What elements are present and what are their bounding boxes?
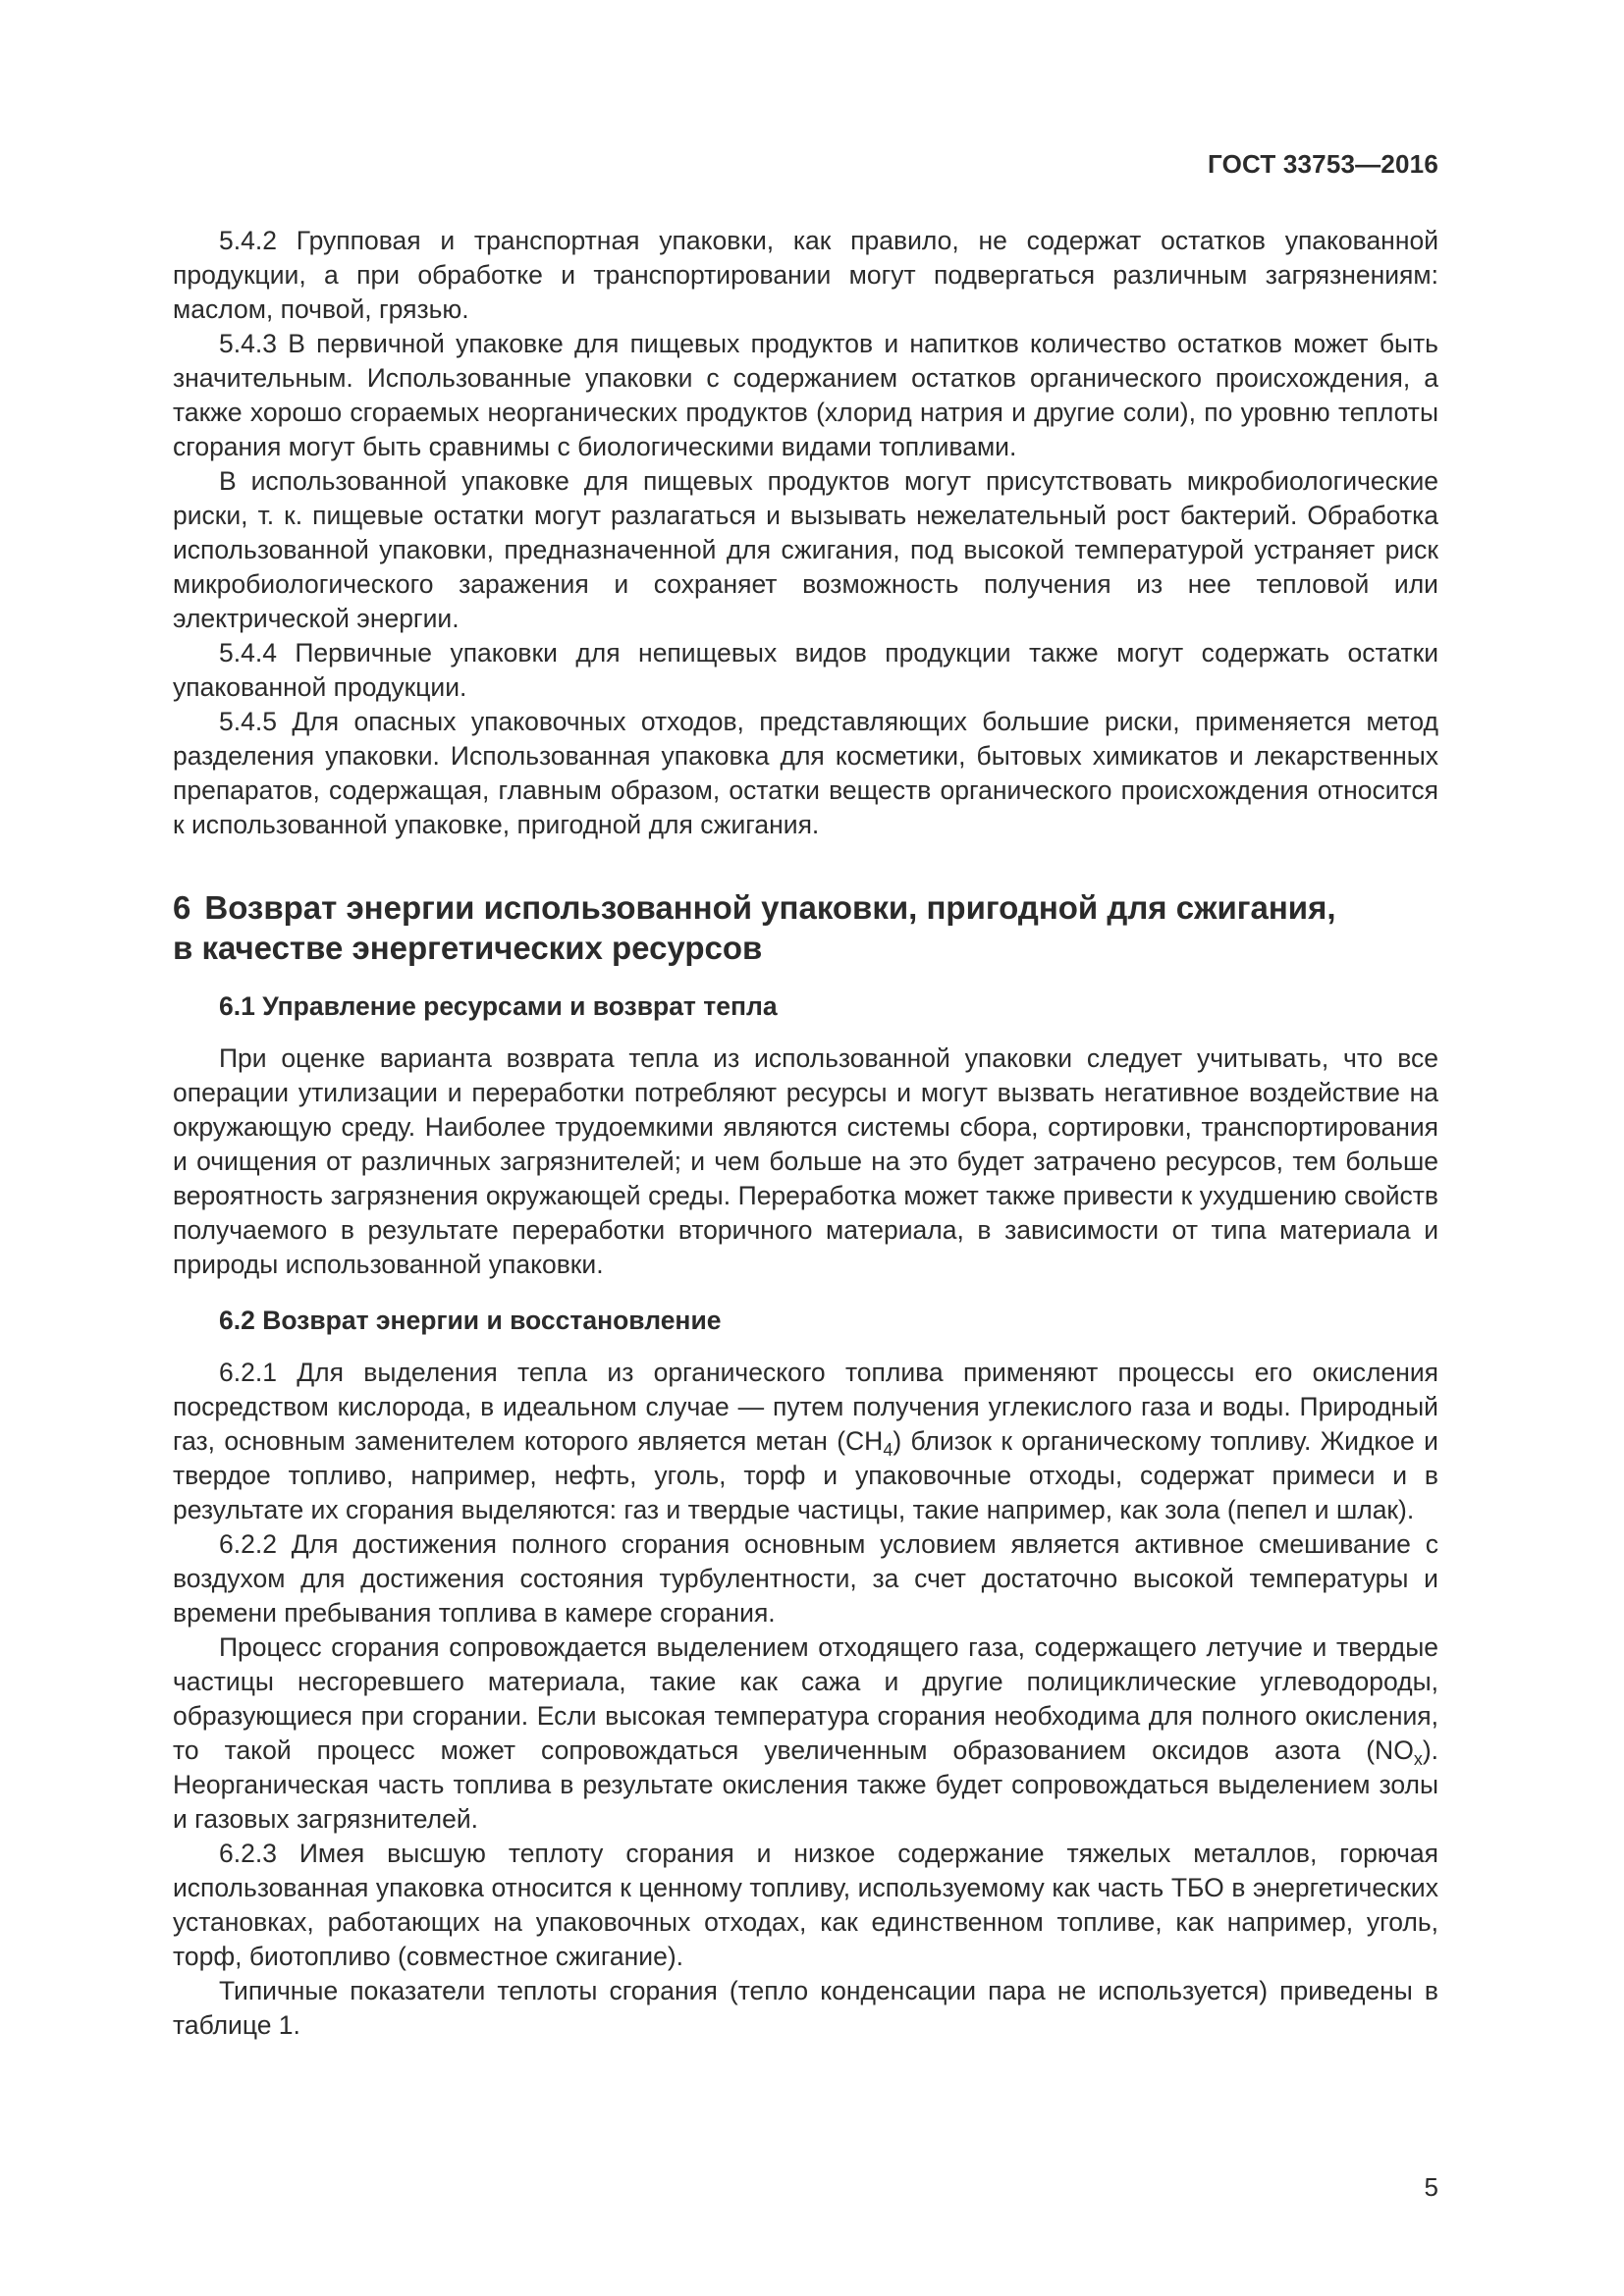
page-number: 5 [1424,2172,1438,2202]
paragraph-5-4-2: 5.4.2 Групповая и транспортная упаковки, как правило, не содержат остатков упакованной продукции, а при обработке и транспортировании могут подвергаться различным загрязнениям: маслом, почвой, грязью. [173,226,1438,324]
paragraph-5-4-5: 5.4.5 Для опасных упаковочных отходов, представляющих большие риски, применяется метод разделения упаковки. Использованная упаковка для косметики, бытовых химикатов и лекарственных препаратов, содержащая, главным образом, остатки веществ органического происхождения относится к использованной упаковке, пригодной для сжигания. [173,707,1438,839]
subsection-6-1-heading: 6.1 Управление ресурсами и возврат тепла [219,991,778,1021]
paragraph-microbiological-risks: В использованной упаковке для пищевых продуктов могут присутствовать микробиологические риски, т. к. пищевые остатки могут разлагаться и вызывать нежелательный рост бактерий. Обработка использованной упаковки, предназначенной для сжигания, под высокой температурой устраняет риск микробиологического заражения и сохраняет возможность получения из нее тепловой или электрической энергии. [173,466,1438,633]
paragraph-6-2-1: 6.2.1 Для выделения тепла из органического топлива применяют процессы его окисления посредством кислорода, в идеальном случае — путем получения углекислого газа и воды. Природный газ, основным заменителем которого является метан $(CH_4)$ близок к органическому топливу. Жидкое и твердое топливо, например, нефть, уголь, торф и упаковочные отходы, содержат примеси и в результате их сгорания выделяются: газ и твердые частицы, такие например, как зола (пепел и шлак). [173,1358,1438,1524]
paragraph-5-4-3: 5.4.3 В первичной упаковке для пищевых продуктов и напитков количество остатков может быть значительным. Использованные упаковки с содержанием остатков органического происхождения, а также хорошо сгораемых неорганических продуктов (хлорид натрия и другие соли), по уровню теплоты сгорания могут быть сравнимы с биологическими видами топливами. [173,329,1438,461]
paragraph-6-1: При оценке варианта возврата тепла из использованной упаковки следует учитывать, что все операции утилизации и переработки потребляют ресурсы и могут вызвать негативное воздействие на окружающую среду. Наиболее трудоемкими являются системы сбора, сортировки, транспортирования и очищения от различных загрязнителей; и чем больше на это будет затрачено ресурсов, тем больше вероятность загрязнения окружающей среды. Переработка может также привести к ухудшению свойств получаемого в результате переработки вторичного материала, в зависимости от типа материала и природы использованной упаковки. [173,1043,1438,1279]
paragraph-combustion-process: Процесс сгорания сопровождается выделением отходящего газа, содержащего летучие и твердые частицы несгоревшего материала, такие как сажа и другие полициклические углеводороды, образующиеся при сгорании. Если высокая температура сгорания необходима для полного окисления, то такой процесс может сопровождаться увеличенным образованием оксидов азота $(NO_x)$. Неорганическая часть топлива в результате окисления также будет сопровождаться выделением золы и газовых загрязнителей. [173,1632,1438,1834]
page-content [173,224,1438,2043]
section-6-heading [173,887,1438,968]
document-code: ГОСТ 33753—2016 [1208,149,1438,179]
subsection-6-2-heading: 6.2 Возврат энергии и восстановление [219,1306,722,1335]
paragraph-table-reference: Типичные показатели теплоты сгорания (тепло конденсации пара не используется) приведены в таблице 1. [173,1976,1438,2040]
section-6-title-line2: в качестве энергетических ресурсов [173,930,763,966]
paragraph-6-2-2: 6.2.2 Для достижения полного сгорания основным условием является активное смешивание с воздухом для достижения состояния турбулентности, за счет достаточно высокой температуры и времени пребывания топлива в камере сгорания. [173,1529,1438,1628]
paragraph-5-4-4: 5.4.4 Первичные упаковки для непищевых видов продукции также могут содержать остатки упакованной продукции. [173,638,1438,702]
paragraph-6-2-3: 6.2.3 Имея высшую теплоту сгорания и низкое содержание тяжелых металлов, горючая использованная упаковка относится к ценному топливу, используемому как часть ТБО в энергетических установках, работающих на упаковочных отходах, как единственном топливе, как например, уголь, торф, биотопливо (совместное сжигание). [173,1839,1438,1971]
section-6-number: 6 [173,889,191,926]
section-6-title-line1: Возврат энергии использованной упаковки, пригодной для сжигания, [204,889,1336,926]
